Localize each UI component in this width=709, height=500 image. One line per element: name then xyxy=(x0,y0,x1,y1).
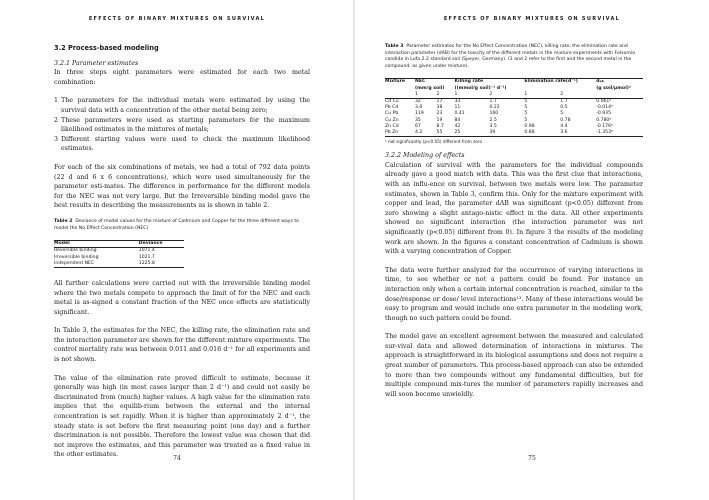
running-head: EFFECTS OF BINARY MIXTURES ON SURVIVAL xyxy=(88,16,266,22)
table-cell: 3.6 xyxy=(560,130,568,135)
table-cell: -1.353ᵃ xyxy=(596,130,613,135)
table-cell: 0.22 xyxy=(489,105,500,111)
table-cell: 0.5 xyxy=(560,105,568,111)
table-cell: 3.5 xyxy=(489,123,497,129)
list-item: 2 These parameters were used as starting parameters for the maximum likelihood estimates in the mixtures of metals; xyxy=(54,116,310,134)
right-column xyxy=(385,44,643,399)
table-cell: 119 xyxy=(415,111,424,117)
table-row xyxy=(385,130,643,137)
table-cell: 67 xyxy=(415,123,421,129)
table-cell: 4.2 xyxy=(415,130,423,135)
table-cell: 23 xyxy=(436,111,443,117)
table-cell: 1.7 xyxy=(560,98,568,104)
list-item: 3 Different starting values were used to check the maximum likelihood estimates. xyxy=(54,135,310,153)
parameter-table-body xyxy=(385,98,643,136)
table-cell: 0.061ᵃ xyxy=(596,98,612,104)
table-cell: 39 xyxy=(489,130,496,135)
table-row: Independent NEC 1225.8 xyxy=(54,260,155,266)
intro-text: In three steps eight parameters were estimated for each two metal combination: xyxy=(54,69,310,86)
table-cell: 33 xyxy=(454,98,461,104)
paragraph: The model gave an excellent agreement between the measured and calculated sur-vival data and allowed determination of interactions in mixtures. The approach is straightforward in its biological assumptions and does not require a great number of parameters. This process-based approach can also be extended to more than two compounds without any fundamental difficulties, but for multiple compound mix-tures the number of parameters rapidly increases and will soon become unwieldly. xyxy=(385,333,643,398)
table-cell: 2.5 xyxy=(489,117,497,123)
page-number: 75 xyxy=(528,455,536,462)
table-cell: 17 xyxy=(436,98,443,104)
table-cell: 8.7 xyxy=(436,123,444,129)
table-cell: 19 xyxy=(436,117,443,123)
table-cell: Pb Zn xyxy=(385,130,399,135)
parameter-table xyxy=(385,78,643,137)
table-cell: 0.780ᵃ xyxy=(596,117,612,123)
paragraph: In Table 3, the estimates for the NEC, the killing rate, the elimination rate and the interaction parameter are shown for the different mixture experiments. The control mortality rate was between 0.011 and 0.016 d⁻¹ for all experiments and is not shown. xyxy=(54,327,310,364)
table-cell: 5 xyxy=(524,98,528,104)
table-cell: -0.014ᵃ xyxy=(596,105,613,111)
subsection-title: 3.2.1 Parameter estimates xyxy=(54,59,139,67)
table-row: Irreversible binding 1021.7 xyxy=(54,254,155,260)
table-subheader-row: 1 2 1 2 1 2 xyxy=(385,92,643,99)
left-page xyxy=(0,0,354,500)
table-cell: Zn Cd xyxy=(385,123,399,129)
paragraph: All further calculations were carried out with the irreversible binding model where the two metals compete to approach the limit of for the NEC and each metal is as-signed a constant fraction of the NEC once effects are statistically significant. xyxy=(54,279,310,316)
table-cell: 5 xyxy=(524,117,528,123)
table-cell: 0.88 xyxy=(524,130,535,135)
table-cell: 0.41 xyxy=(454,111,465,117)
table-caption: Table 3 Parameter estimates for the No Effect Concentration (NEC), killing rate, the elimination rate and interaction parameter (dAB) for the toxicity of the different metals in the mixture experiments with Folsomia candida in Lufa 2.2 standard soil (Speyer, Germany). (1 and 2 refer to the first and the second metal in the compound, as given under mixture). xyxy=(385,44,635,69)
right-page xyxy=(355,0,709,500)
table-cell: 0.78 xyxy=(560,117,571,123)
table-cell: 5 xyxy=(560,111,564,117)
page-number: 74 xyxy=(173,455,181,462)
table-cell: 32 xyxy=(415,98,421,104)
left-column xyxy=(54,44,310,460)
steps-list xyxy=(54,96,310,154)
table-cell: 55 xyxy=(436,130,443,135)
deviance-table xyxy=(54,240,184,268)
table-cell: 0.98 xyxy=(524,123,535,129)
table-cell: 5 xyxy=(524,105,528,111)
paragraph: For each of the six combinations of metals, we had a total of 792 data points (22 d and 6 x 6 concentrations), which were used simultaneously for the parameter esti-mates. The difference in performance for the different models for the NEC was not very large. But the Irreversible binding model gave the best results in describing the measurements as is shown in table 2. xyxy=(54,163,310,210)
table-cell: 1.7 xyxy=(489,98,497,104)
list-item: 1 The parameters for the individual metals were estimated by using the survival data with a concentration of the other metal being zero; xyxy=(54,97,310,114)
table-header-row: Mixture NEC (mm/g soil) Killing rate ((mmol/g soil)⁻¹ d⁻¹) Elimination rate(d⁻¹) dₐᵦ (g soil/µmol)ᵃ xyxy=(385,79,631,91)
table-cell: Cu Pb xyxy=(385,111,399,117)
table-cell: 4.4 xyxy=(560,123,568,129)
table-cell: 38 xyxy=(436,105,443,111)
table-cell: 42 xyxy=(454,123,461,129)
table-cell: 160 xyxy=(489,111,499,117)
table-cell: -0.176ᵃ xyxy=(596,123,613,129)
table-cell: 35 xyxy=(415,117,421,123)
table-cell: 84 xyxy=(454,117,461,123)
paragraph: The value of the elimination rate proved difficult to estimate, because it generally was high (in most cases larger than 2 d⁻¹) and could not easily be discriminated from (much) higher values. A high value for the elimination rate implies that the equilib-rium between the external and the internal concentration is set rapidly. When it is higher than approximately 2 d⁻¹, the steady state is set before the first measuring point (one day) and a further discrimination is not possible. Therefore the lowest value was chosen that did not improve the estimates, and this parameter was treated as a fixed value in the other estimates. xyxy=(54,374,310,459)
table-cell: Pb Cd xyxy=(385,105,399,111)
paragraph: Calculation of survival with the parameters for the individual compounds already gave a good match with data. This was the first clue that interactions, with an influ-ence on survival, between two metals were low. The parameter estimates, shown in Table 3, confirm this. Only for the mixture experiment with copper and lead, the parameter dAB was significant (p<0.05) different from zero showing a slight antago-nistic effect in the data. All other experiments showed no significant interaction (the interaction parameter was not significantly (p<0.05) different from 0). In figure 3 the results of the modeling work are shown. In the figures a constant concentration of Cadmium is shown with a varying concentration of Copper. xyxy=(385,161,643,256)
table-row: Reversible binding 1071.4 xyxy=(54,248,155,254)
table-footnote: ᵃ not significantly (p<0.05) different from zero xyxy=(385,139,483,145)
table-cell: Cu Zn xyxy=(385,117,399,123)
subsection-title: 3.2.2 Modeling of effects xyxy=(385,152,465,160)
table-cell: Cd Cu xyxy=(385,98,399,104)
table-cell: 25 xyxy=(454,130,461,135)
section-title: 3.2 Process-based modeling xyxy=(54,44,159,52)
table-cell: 5 xyxy=(524,111,528,117)
table-caption: Table 2 Deviance of model values for the mixture of Cadmium and Copper for the three different ways to model the No Effect Concentration (NEC) xyxy=(54,218,299,231)
table-cell: -0.935 xyxy=(596,111,611,117)
running-head: EFFECTS OF BINARY MIXTURES ON SURVIVAL xyxy=(443,16,621,22)
table-cell: 3.6 xyxy=(415,105,423,111)
table-cell: 11 xyxy=(454,105,461,111)
paragraph: The data were further analyzed for the occurrence of varying interactions in time, to see whether or not a pattern could be found. For instance an interaction only when a certain internal concentration is reached, similar to the dose/response or dose/ level interactions¹³. Many of these interactions would be easy to program and would include one extra parameter in the modeling work, though no such pattern could be found. xyxy=(385,266,643,322)
table-header-row: Model Deviance xyxy=(54,241,184,248)
